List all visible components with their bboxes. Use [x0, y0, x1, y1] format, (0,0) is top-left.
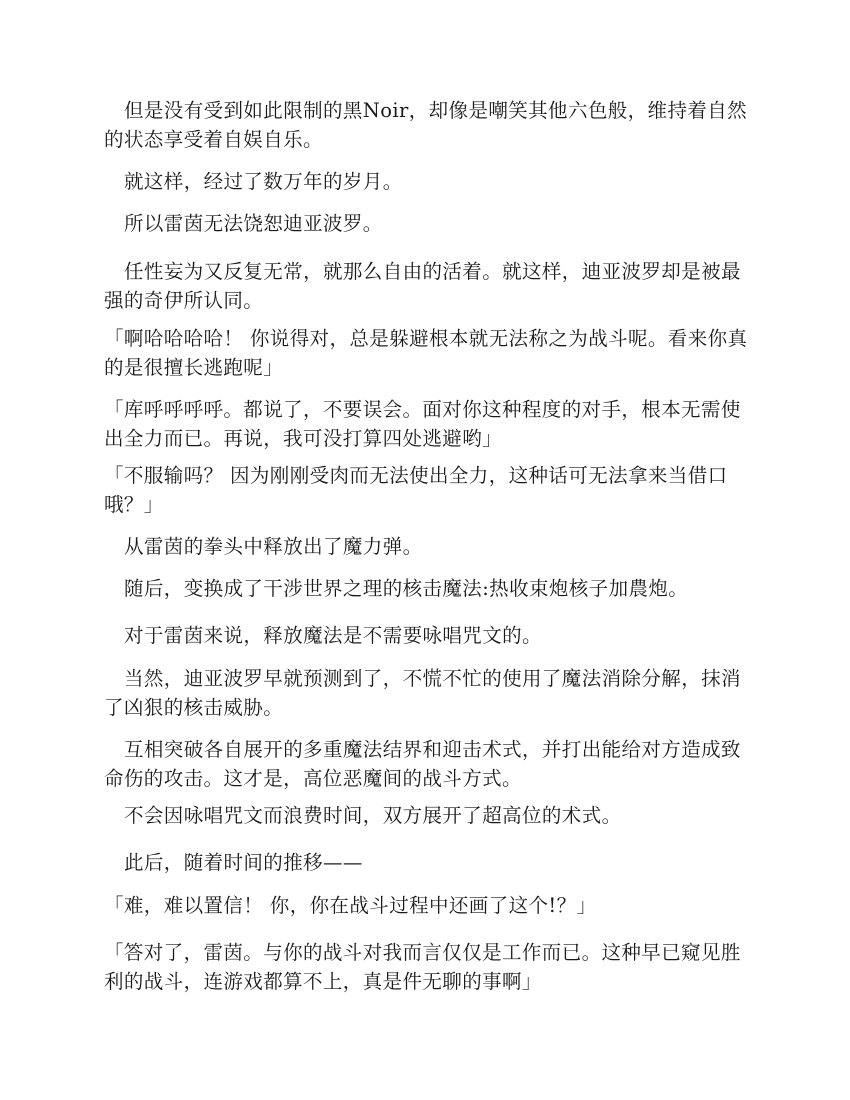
- dialogue-paragraph: 「难，难以置信！ 你，你在战斗过程中还画了这个!？」: [104, 894, 597, 917]
- paragraph: 任性妄为又反复无常，就那么自由的活着。就这样，迪亚波罗却是被最强的奇伊所认同。: [104, 260, 741, 312]
- paragraph: 但是没有受到如此限制的黑Noir，却像是嘲笑其他六色般，维持着自然的状态享受着自娱自乐。: [104, 99, 748, 151]
- paragraph: 就这样，经过了数万年的岁月。: [124, 170, 403, 193]
- paragraph: 对于雷茵来说，释放魔法是不需要咏唱咒文的。: [124, 624, 542, 647]
- dialogue-paragraph: 「答对了，雷茵。与你的战斗对我而言仅仅是工作而已。这种早已窥见胜利的战斗，连游戏都算不上，真是件无聊的事啊」: [104, 941, 741, 993]
- paragraph: 此后，随着时间的推移——: [124, 851, 363, 874]
- paragraph: 当然，迪亚波罗早就预测到了，不慌不忙的使用了魔法消除分解，抹消了凶狠的核击威胁。: [104, 667, 741, 719]
- dialogue-paragraph: 「啊哈哈哈哈！ 你说得对，总是躲避根本就无法称之为战斗呢。看来你真的是很擅长逃跑呢」: [104, 327, 748, 379]
- paragraph: 所以雷茵无法饶恕迪亚波罗。: [124, 212, 383, 235]
- paragraph: 互相突破各自展开的多重魔法结界和迎击术式，并打出能给对方造成致命伤的攻击。这才是，高位恶魔间的战斗方式。: [104, 738, 741, 790]
- paragraph: 从雷茵的拳头中释放出了魔力弹。: [124, 535, 423, 558]
- dialogue-paragraph: 「库呼呼呼呼。都说了，不要误会。面对你这种程度的对手，根本无需使出全力而已。再说，我可没打算四处逃避哟」: [104, 398, 741, 450]
- dialogue-paragraph: 「不服输吗？ 因为刚刚受肉而无法使出全力，这种话可无法拿来当借口哦？」: [104, 464, 728, 516]
- paragraph: 不会因咏唱咒文而浪费时间，双方展开了超高位的术式。: [124, 804, 622, 827]
- paragraph: 随后，变换成了干涉世界之理的核击魔法:热收束炮核子加農炮。: [124, 577, 689, 600]
